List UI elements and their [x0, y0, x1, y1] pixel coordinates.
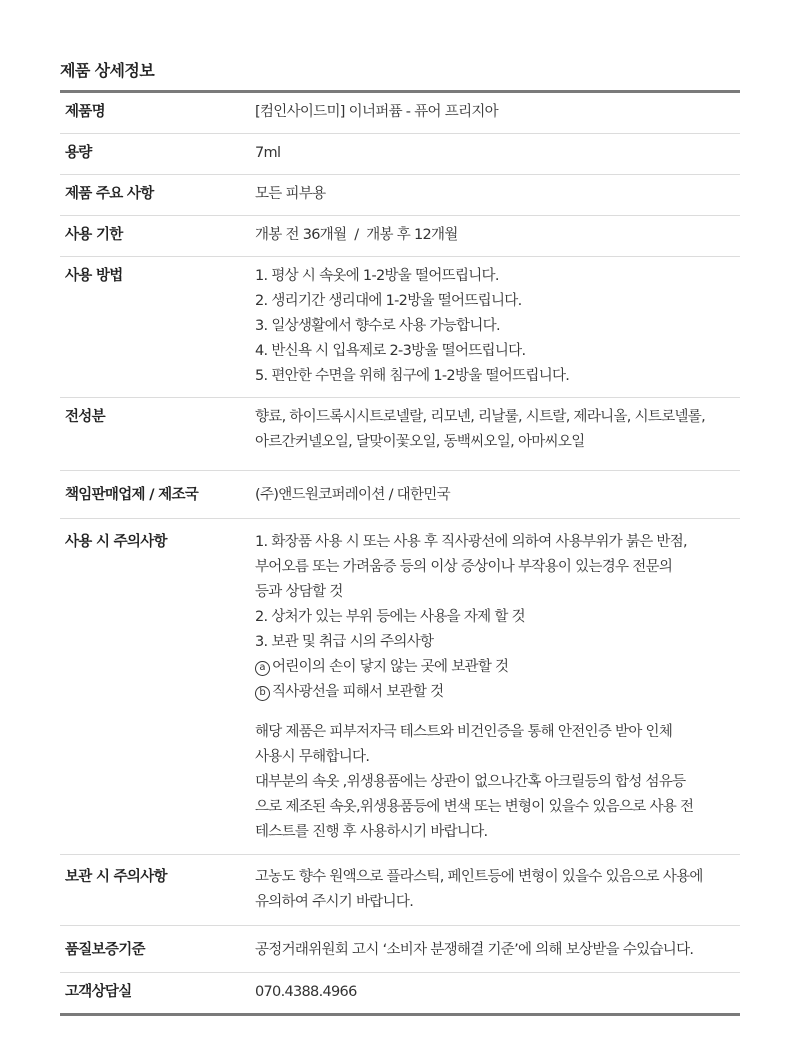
row-value: 7ml: [255, 134, 740, 175]
row-value: [255, 855, 740, 926]
table-row-capacity: [60, 134, 740, 175]
row-value: 개봉 전 36개월 / 개봉 후 12개월: [255, 216, 740, 257]
row-value: (주)앤드원코퍼레이션 / 대한민국: [255, 471, 740, 519]
section-title: 제품 상세정보: [60, 58, 740, 93]
caution-line: 2. 상처가 있는 부위 등에는 사용을 자제 할 것: [255, 609, 525, 625]
storage-line: 고농도 향수 원액으로 플라스틱, 페인트등에 변형이 있을수 있음으로 사용에: [255, 869, 703, 885]
table-row-cautions: [60, 519, 740, 855]
table-row-contact: [60, 973, 740, 1015]
row-value: 모든 피부용: [255, 175, 740, 216]
product-spec-table: [60, 93, 740, 1016]
table-row-storage: [60, 855, 740, 926]
caution-line: 등과 상담할 것: [255, 584, 343, 600]
row-label: 사용 방법: [60, 257, 255, 398]
circled-letter-marker: b: [255, 686, 270, 701]
usage-line: 3. 일상생활에서 향수로 사용 가능합니다.: [255, 318, 500, 334]
notice-line: 사용시 무해합니다.: [255, 749, 370, 765]
table-row-expiry: [60, 216, 740, 257]
row-value: 070.4388.4966: [255, 973, 740, 1015]
ingredients-line: 아르간커넬오일, 달맞이꽃오일, 동백씨오일, 아마씨오일: [255, 434, 585, 450]
row-label: 책임판매업제 / 제조국: [60, 471, 255, 519]
caution-sub-item: b 직사광선을 피해서 보관할 것: [255, 680, 740, 705]
storage-line: 유의하여 주시기 바랍니다.: [255, 894, 414, 910]
row-label: 사용 시 주의사항: [60, 519, 255, 855]
row-label: 고객상담실: [60, 973, 255, 1015]
table-row-manufacturer: [60, 471, 740, 519]
row-value: [컴인사이드미] 이너퍼퓸 - 퓨어 프리지아: [255, 104, 498, 120]
table-row-usage: [60, 257, 740, 398]
table-row-ingredients: [60, 398, 740, 471]
row-value: [255, 398, 740, 471]
caution-line: 3. 보관 및 취급 시의 주의사항: [255, 634, 434, 650]
notice-line: 으로 제조된 속옷,위생용품등에 변색 또는 변형이 있을수 있음으로 사용 전: [255, 799, 694, 815]
row-label: 용량: [60, 134, 255, 175]
row-value: 공정거래위원회 고시 ‘소비자 분쟁해결 기준’에 의해 보상받을 수있습니다.: [255, 926, 740, 973]
usage-line: 1. 평상 시 속옷에 1-2방울 떨어뜨립니다.: [255, 268, 499, 284]
row-label: 보관 시 주의사항: [60, 855, 255, 926]
row-value: [255, 257, 740, 398]
ingredients-line: 향료, 하이드록시시트로넬랄, 리모넨, 리날룰, 시트랄, 제라니올, 시트로넬롤,: [255, 409, 706, 425]
row-label: 품질보증기준: [60, 926, 255, 973]
circled-letter-marker: a: [255, 661, 270, 676]
row-label: 제품명: [65, 104, 105, 120]
usage-line: 4. 반신욕 시 입욕제로 2-3방울 떨어뜨립니다.: [255, 343, 526, 359]
notice-line: 해당 제품은 피부저자극 테스트와 비건인증을 통해 안전인증 받아 인체: [255, 724, 673, 740]
notice-line: 테스트를 진행 후 사용하시기 바랍니다.: [255, 824, 488, 840]
caution-line: 부어오름 또는 가려움증 등의 이상 증상이나 부작용이 있는경우 전문의: [255, 559, 673, 575]
usage-line: 2. 생리기간 생리대에 1-2방울 떨어뜨립니다.: [255, 293, 522, 309]
row-value: [255, 519, 740, 855]
row-label: 제품 주요 사항: [60, 175, 255, 216]
usage-line: 5. 편안한 수면을 위해 침구에 1-2방울 떨어뜨립니다.: [255, 368, 570, 384]
table-row-quality: [60, 926, 740, 973]
table-row-skin-type: [60, 175, 740, 216]
notice-line: 대부분의 속옷 ,위생용품에는 상관이 없으나간혹 아크릴등의 합성 섬유등: [255, 774, 686, 790]
caution-sub-item: a 어린이의 손이 닿지 않는 곳에 보관할 것: [255, 655, 740, 680]
product-info-section: [60, 58, 740, 1016]
table-row-product-name: [60, 93, 740, 134]
caution-line: 1. 화장품 사용 시 또는 사용 후 직사광선에 의하여 사용부위가 붉은 반점,: [255, 534, 687, 550]
row-label: 전성분: [60, 398, 255, 471]
row-label: 사용 기한: [60, 216, 255, 257]
